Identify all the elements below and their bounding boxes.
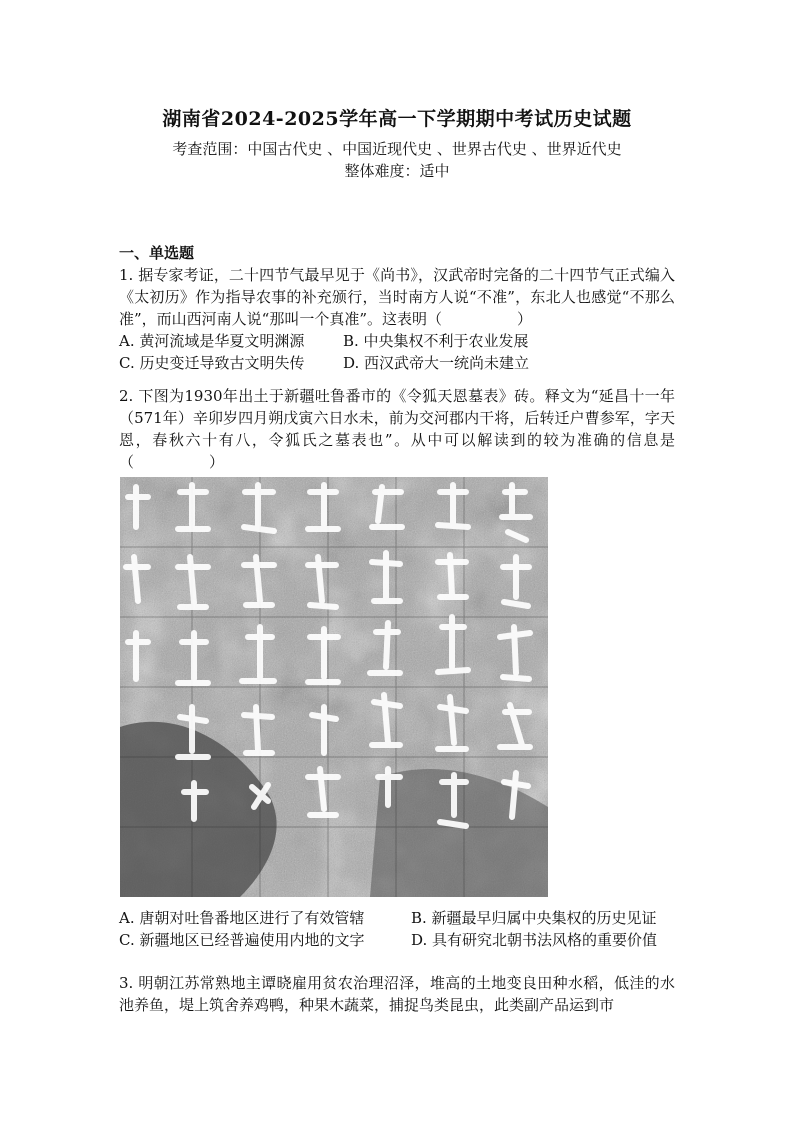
question-2-option-c: C. 新疆地区已经普遍使用内地的文字 [119,931,365,949]
section-heading: 一、单选题 [119,244,195,262]
question-3-text: 3. 明朝江苏常熟地主谭晓雇用贫农治理沼泽，堆高的土地变良田种水稻，低洼的水池养鱼，堤上筑舍养鸡鸭，种果木蔬菜，捕捉鸟类昆虫，此类副产品运到市 [119,974,675,1014]
question-2-options-row-2 [119,929,679,951]
exam-scope: 考查范围：中国古代史 、中国近现代史 、世界古代史 、世界近代史 [172,140,622,158]
question-2-text: 2. 下图为1930年出土于新疆吐鲁番市的《令狐天恩墓表》砖。释文为“延昌十一年（571年）辛卯岁四月朔戊寅六日水未，前为交河郡内干将，后转迁户曹参军，字天恩，春秋六十有八，令狐氏之墓表也”。从中可以解读到的较为准确的信息是（ ） [119,387,675,471]
tomb-brick-rubbing-image [120,477,548,897]
question-1-text: 1. 据专家考证，二十四节气最早见于《尚书》，汉武帝时完备的二十四节气正式编入《太初历》作为指导农事的补充颁行，当时南方人说“不准”，东北人也感觉“不那么准”，而山西河南人说“那叫一个真准”。这表明（ ） [119,266,675,328]
question-2-option-a: A. 唐朝对吐鲁番地区进行了有效管辖 [119,909,365,927]
question-2-options-row-1 [119,907,679,929]
question-1-option-a: A. 黄河流域是华夏文明渊源 [119,332,305,350]
exam-difficulty: 整体难度：适中 [344,162,450,180]
question-1-options-row-2 [119,352,679,374]
question-1-option-d: D. 西汉武帝大一统尚未建立 [343,354,530,372]
exam-title: 湖南省2024-2025学年高一下学期期中考试历史试题 [162,108,632,130]
question-1-option-b: B. 中央集权不利于农业发展 [343,332,529,350]
question-1-option-c: C. 历史变迁导致古文明失传 [119,354,305,372]
question-2-option-b: B. 新疆最早归属中央集权的历史见证 [411,909,657,927]
question-1-options-row-1 [119,330,679,352]
question-2-option-d: D. 具有研究北朝书法风格的重要价值 [411,931,658,949]
